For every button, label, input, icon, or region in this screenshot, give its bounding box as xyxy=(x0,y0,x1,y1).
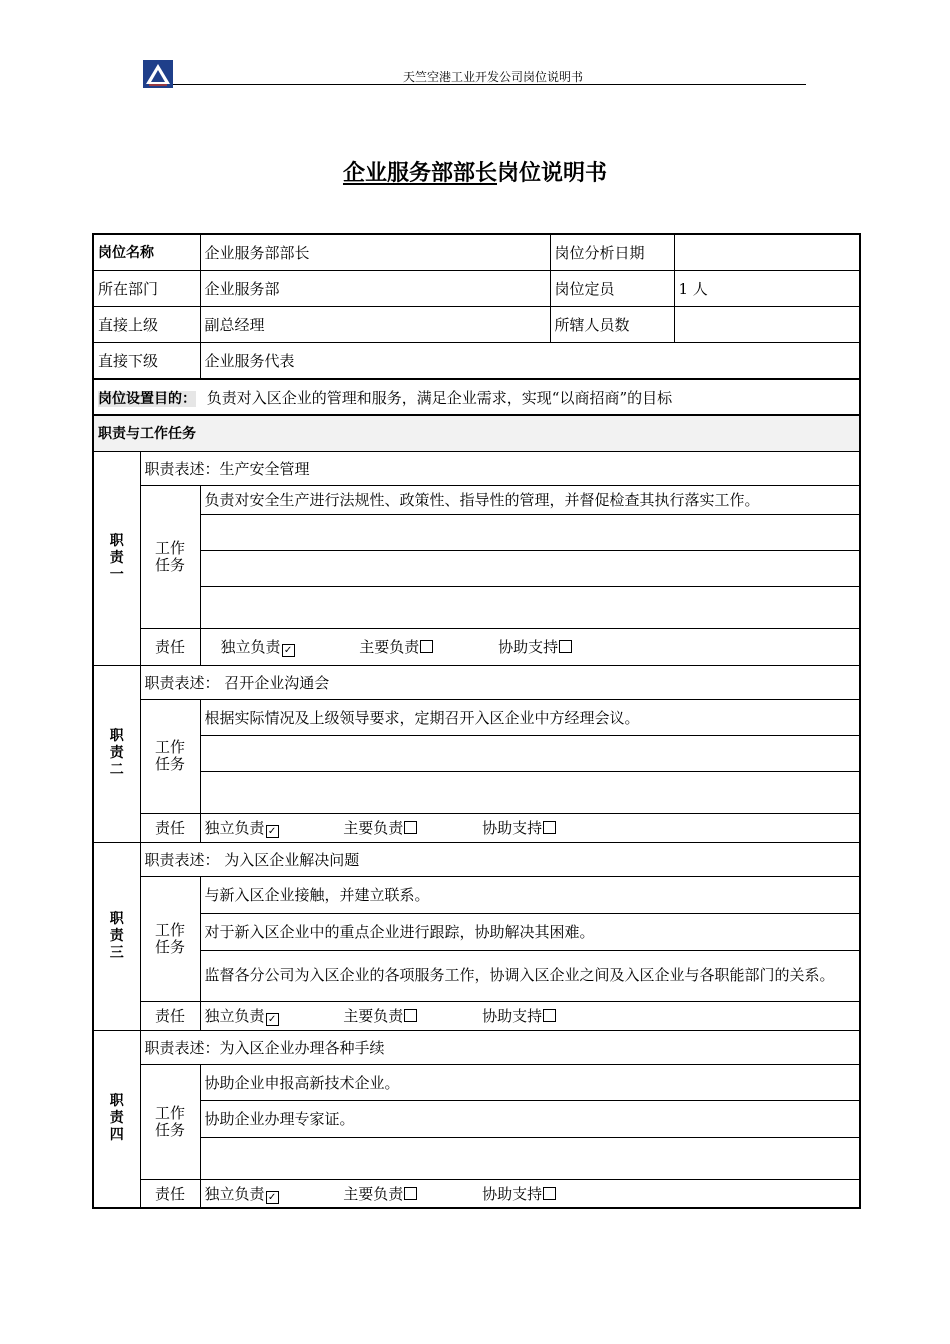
duty-4-task-1: 协助企业申报高新技术企业。 xyxy=(200,1064,860,1100)
duty-1-responsibility-label: 责任 xyxy=(140,628,200,665)
duty-4-label: 职 责 四 xyxy=(93,1030,140,1208)
duty-1-task-4 xyxy=(200,586,860,628)
main-option[interactable]: 主要负责 xyxy=(343,817,417,838)
independent-option[interactable]: 独立负责 ✓ xyxy=(205,1183,279,1204)
assist-option[interactable]: 协助支持 xyxy=(482,1183,556,1204)
checked-box-icon: ✓ xyxy=(266,825,279,838)
superior-label: 直接上级 xyxy=(93,306,200,342)
duty-1-task-1: 负责对安全生产进行法规性、政策性、指导性的管理，并督促检查其执行落实工作。 xyxy=(200,485,860,514)
assist-option[interactable]: 协助支持 xyxy=(482,1005,556,1026)
duty-1-responsibility-options xyxy=(200,628,860,665)
duty-3-label: 职 责 三 xyxy=(93,842,140,1030)
subordinate-label: 直接下级 xyxy=(93,342,200,379)
header-rule xyxy=(173,84,806,85)
purpose-text: 负责对入区企业的管理和服务，满足企业需求，实现“以商招商”的目标 xyxy=(206,388,673,407)
duty-4-statement: 职责表述：为入区企业办理各种手续 xyxy=(140,1030,860,1064)
duty-1-label: 职 责 一 xyxy=(93,451,140,665)
duty-1-task-3 xyxy=(200,550,860,586)
position-name-value: 企业服务部部长 xyxy=(200,234,550,270)
analysis-date-label: 岗位分析日期 xyxy=(550,234,674,270)
purpose-row xyxy=(93,379,860,415)
subordinates-count-value xyxy=(674,306,860,342)
independent-option[interactable]: 独立负责 ✓ xyxy=(205,817,279,838)
duty-1-statement: 职责表述：生产安全管理 xyxy=(140,451,860,485)
empty-box-icon xyxy=(404,1009,417,1022)
checked-box-icon: ✓ xyxy=(266,1191,279,1204)
duty-2-statement: 职责表述： 召开企业沟通会 xyxy=(140,665,860,699)
document-title: 企业服务部部长岗位说明书 xyxy=(342,161,608,186)
empty-box-icon xyxy=(543,1187,556,1200)
duty-3-task-label: 工作 任务 xyxy=(140,876,200,1001)
duty-2-task-label: 工作 任务 xyxy=(140,699,200,813)
main-option[interactable]: 主要负责 xyxy=(343,1183,417,1204)
duty-2-responsibility-options xyxy=(200,813,860,842)
duty-4-task-3 xyxy=(200,1137,860,1179)
duty-1-task-label: 工作 任务 xyxy=(140,485,200,628)
headcount-value: 1 人 xyxy=(674,270,860,306)
analysis-date-value xyxy=(674,234,860,270)
checked-box-icon: ✓ xyxy=(282,644,295,657)
empty-box-icon xyxy=(543,821,556,834)
duty-3-task-1: 与新入区企业接触，并建立联系。 xyxy=(200,876,860,913)
empty-box-icon xyxy=(404,821,417,834)
duty-2-task-3 xyxy=(200,771,860,813)
duty-4-responsibility-label: 责任 xyxy=(140,1179,200,1208)
empty-box-icon xyxy=(559,640,572,653)
empty-box-icon xyxy=(543,1009,556,1022)
duty-3-task-3: 监督各分公司为入区企业的各项服务工作，协调入区企业之间及入区企业与各职能部门的关系。 xyxy=(200,950,860,1001)
company-logo-icon xyxy=(143,60,173,88)
duty-4-task-label: 工作 任务 xyxy=(140,1064,200,1179)
duty-2-label: 职 责 二 xyxy=(93,665,140,842)
duty-3-responsibility-label: 责任 xyxy=(140,1001,200,1030)
assist-option[interactable]: 协助支持 xyxy=(482,817,556,838)
duty-1-task-2 xyxy=(200,514,860,550)
main-option[interactable]: 主要负责 xyxy=(359,636,433,657)
empty-box-icon xyxy=(420,640,433,653)
position-name-label: 岗位名称 xyxy=(93,234,200,270)
assist-option[interactable]: 协助支持 xyxy=(498,636,572,657)
duty-2-task-2 xyxy=(200,735,860,771)
duty-4-task-2: 协助企业办理专家证。 xyxy=(200,1100,860,1137)
header-company-title: 天竺空港工业开发公司岗位说明书 xyxy=(402,70,583,84)
subordinate-value: 企业服务代表 xyxy=(200,342,860,379)
duty-2-responsibility-label: 责任 xyxy=(140,813,200,842)
independent-option[interactable]: 独立负责 ✓ xyxy=(221,636,295,657)
subordinates-count-label: 所辖人员数 xyxy=(550,306,674,342)
superior-value: 副总经理 xyxy=(200,306,550,342)
headcount-label: 岗位定员 xyxy=(550,270,674,306)
duty-3-responsibility-options xyxy=(200,1001,860,1030)
duty-3-statement: 职责表述： 为入区企业解决问题 xyxy=(140,842,860,876)
duty-3-task-2: 对于新入区企业中的重点企业进行跟踪，协助解决其困难。 xyxy=(200,913,860,950)
checked-box-icon: ✓ xyxy=(266,1013,279,1026)
job-description-table xyxy=(92,233,861,1209)
duty-2-task-1: 根据实际情况及上级领导要求，定期召开入区企业中方经理会议。 xyxy=(200,699,860,735)
empty-box-icon xyxy=(404,1187,417,1200)
main-option[interactable]: 主要负责 xyxy=(343,1005,417,1026)
duty-4-responsibility-options xyxy=(200,1179,860,1208)
duties-header: 职责与工作任务 xyxy=(93,415,860,451)
purpose-label: 岗位设置目的： xyxy=(98,390,196,407)
department-label: 所在部门 xyxy=(93,270,200,306)
independent-option[interactable]: 独立负责 ✓ xyxy=(205,1005,279,1026)
department-value: 企业服务部 xyxy=(200,270,550,306)
